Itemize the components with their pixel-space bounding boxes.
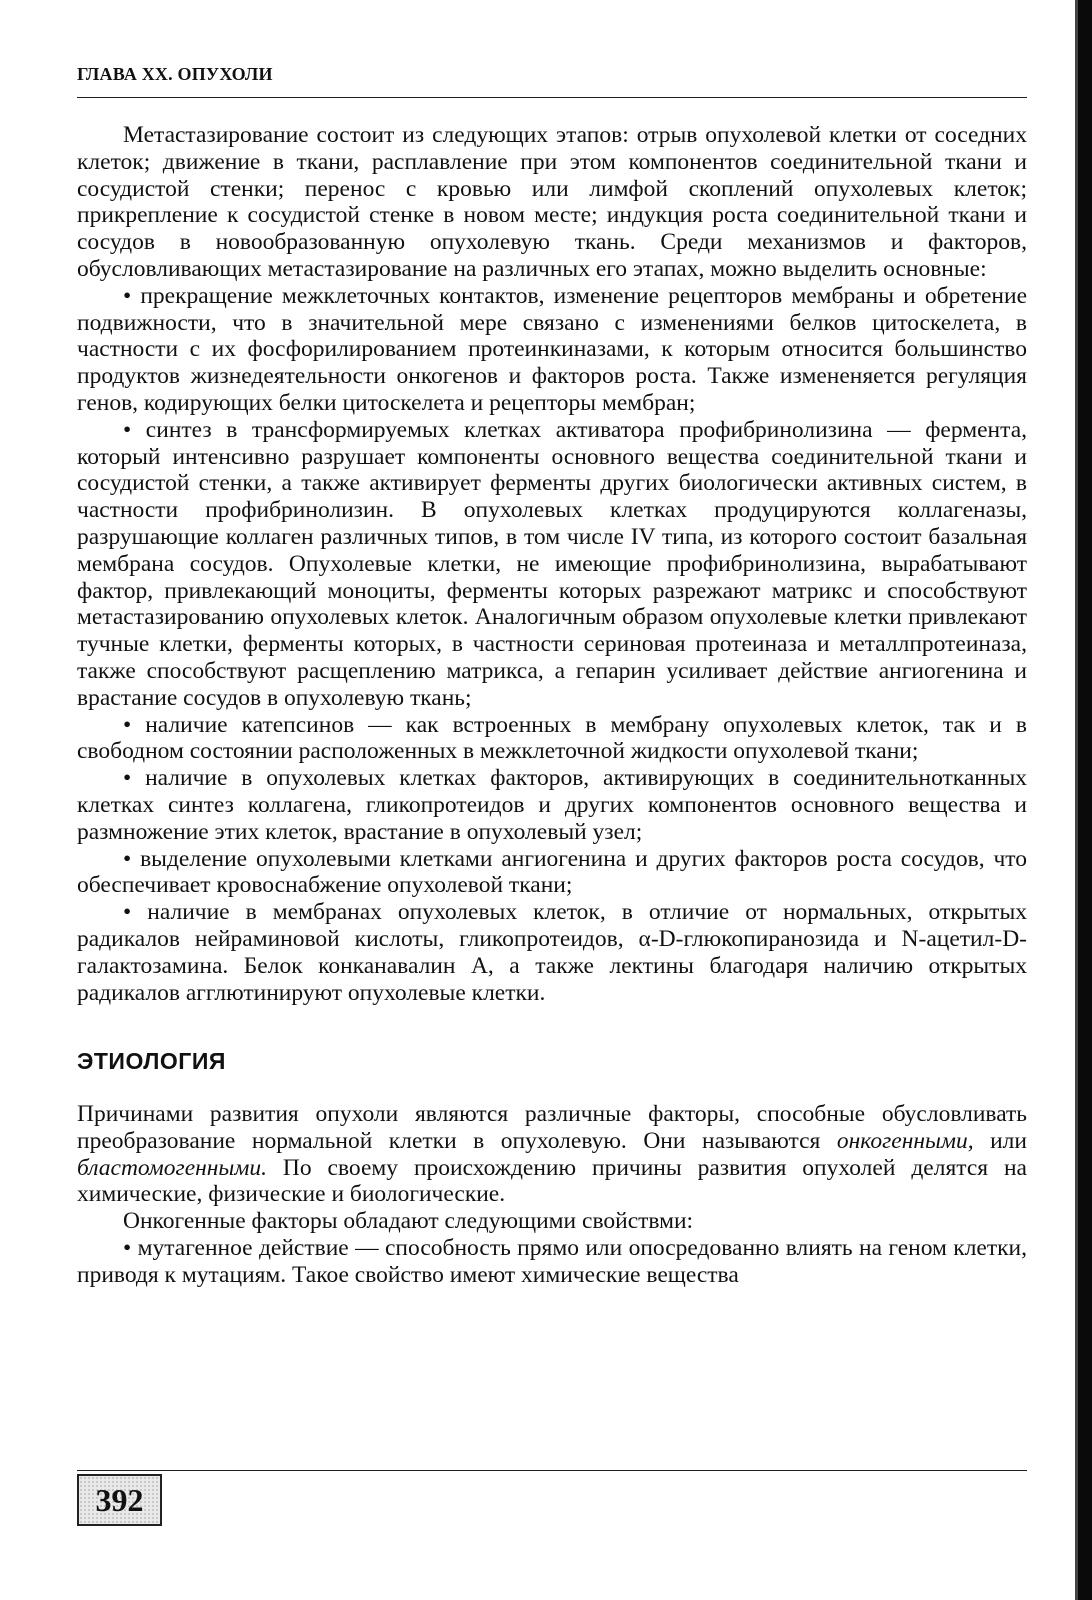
page-number: 392 [77,1474,162,1526]
paragraph-metastasis-stages: Метастазирование состоит из следующих этапов: отрыв опухолевой клетки от соседних клеток; движение в ткани, расплавление при этом компонентов соединительной ткани и сосудистой стенки; перенос с кровью или лимфой скоплений опухолевых клеток; прикрепление к сосудистой стенке в новом месте; индукция роста соединительной ткани и сосудов в новообразованную опухолевую ткань. Среди механизмов и факторов, обусловливающих метастазирование на различных его этапах, можно выделить основные: [77,122,1027,282]
term-oncogenic: онкогенными, [836,1127,974,1154]
bullet-membrane-radicals: • наличие в мембранах опухолевых клеток, в отличие от нормальных, открытых радикалов нейраминовой кислоты, гликопротеидов, α-D-глюкопиранозида и N-ацетил-D-галактозамина. Белок конканавалин А, а также лектины благодаря наличию открытых радикалов агглютинируют опухолевые клетки. [77,899,1027,1006]
page-header [77,64,1027,91]
running-head: ГЛАВА XX. ОПУХОЛИ [77,64,273,84]
term-blastomogenic: бластомогенными. [77,1154,267,1181]
footer-rule [77,1470,1027,1471]
bullet-angiogenin: • выделение опухолевыми клетками ангиогенина и других факторов роста сосудов, что обеспечивает кровоснабжение опухолевой ткани; [77,845,1027,899]
bullet-mutagenic-action: • мутагенное действие — способность прямо или опосредованно влиять на геном клетки, приводя к мутациям. Такое свойство имеют химические вещества [77,1235,1027,1288]
scan-edge-shadow [1078,0,1092,1600]
bullet-profibrinolysin-activator: • синтез в трансформируемых клетках активатора профибринолизина — фермента, который интенсивно разрушает компоненты основного вещества соединительной ткани и сосудистой стенки, а также активирует ферменты других биологически активных систем, в частности профибринолизин. В опухолевых клетках продуцируются коллагеназы, разрушающие коллаген различных типов, в том числе IV типа, из которого состоит базальная мембрана сосудов. Опухолевые клетки, не имеющие профибринолизина, вырабатывают фактор, привлекающий моноциты, ферменты которых разрежают матрикс и способствуют метастазированию опухолевых клеток. Аналогичным образом опухолевые клетки привлекают тучные клетки, ферменты которых, в частности сериновая протеиназа и металлпротеиназа, также способствуют расщеплению матрикса, а гепарин усиливает действие ангиогенина и врастание сосудов в опухолевую ткань; [77,416,1027,711]
etiology-text-c: По своему происхождению причины развития опухолей делятся на химические, физические и биологические. [77,1154,1027,1208]
paragraph-oncogenic-properties: Онкогенные факторы обладают следующими свойствми: [123,1208,694,1235]
paragraph-etiology-causes [77,1101,1027,1208]
bullet-cathepsins: • наличие катепсинов — как встроенных в мембрану опухолевых клеток, так и в свободном состоянии расположенных в межклеточной жидкости опухолевой ткани; [77,711,1027,765]
etiology-text-a: Причинами развития опухоли являются различные факторы, способные обусловливать преобразование нормальной клетки в опухолевую. Они называются [77,1101,1027,1154]
etiology-text-b: или [973,1127,1027,1154]
bullet-connective-tissue-factors: • наличие в опухолевых клетках факторов, активирующих в соединительнотканных клетках синтез коллагена, гликопротеидов и других компонентов основного вещества и размножение этих клеток, врастание в опухолевый узел; [77,765,1027,845]
bullet-cell-contacts: • прекращение межклеточных контактов, изменение рецепторов мембраны и обретение подвижности, что в значительной мере связано с изменениями белков цитоскелета, в частности с их фосфорилированием протеинкиназами, к которым относится большинство продуктов жизнедеятельности онкогенов и факторов роста. Также измененяется регуляция генов, кодирующих белки цитоскелета и рецепторы мембран; [77,282,1027,416]
page-body [77,122,1027,1289]
header-rule [77,97,1027,98]
scan-edge-line [1075,0,1078,1600]
section-title-etiology: ЭТИОЛОГИЯ [77,1048,226,1075]
